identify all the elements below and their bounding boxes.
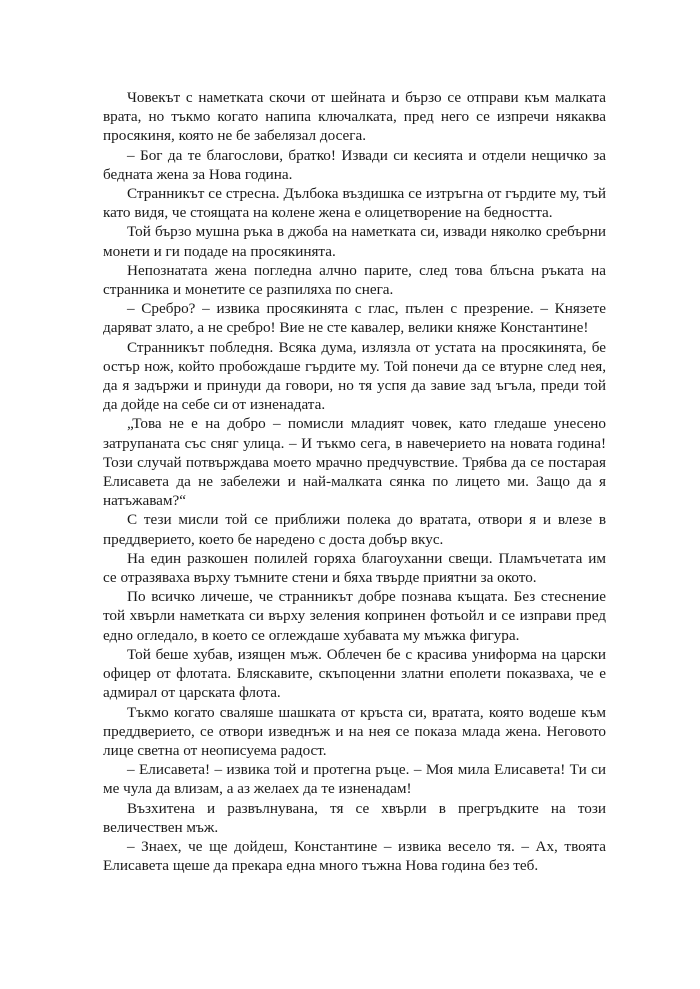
- paragraph: Той беше хубав, изящен мъж. Облечен бе с красива униформа на царски офицер от флотата. Бляскавите, скъпоценни златни еполети показваха, че е адмирал от царската флота.: [103, 645, 606, 702]
- paragraph: – Знаех, че ще дойдеш, Константине – извика весело тя. – Ах, твоята Елисавета щеше да прекара една много тъжна Нова година без теб.: [103, 837, 606, 875]
- paragraph: По всичко личеше, че странникът добре познава къщата. Без стеснение той хвърли наметката си върху зеления копринен фотьойл и се изправи пред едно огледало, в което се оглеждаше хубавата му мъжка фигура.: [103, 588, 606, 644]
- paragraph: Странникът се стресна. Дълбока въздишка се изтръгна от гърдите му, тъй като видя, че стоящата на колене жена е олицетворение на бедността.: [103, 185, 606, 222]
- body-text: [103, 88, 606, 875]
- paragraph: – Елисавета! – извика той и протегна ръце. – Моя мила Елисавета! Ти си ме чула да влизам, а аз желаех да те изненадам!: [103, 761, 606, 798]
- paragraph: „Това не е на добро – помисли младият човек, като гледаше унесено затрупаната със сняг улица. – И тъкмо сега, в навечерието на новата година! Този случай потвърждава моето мрачно предчувствие. Трябва да се постарая Елисавета да не забележи и най-малката сянка по лицето ми. Защо да я натъжавам?“: [103, 415, 606, 510]
- paragraph: С тези мисли той се приближи полека до вратата, отвори я и влезе в преддверието, което бе наредено с доста добър вкус.: [103, 511, 606, 548]
- paragraph: – Сребро? – извика просякинята с глас, пълен с презрение. – Князете даряват злато, а не сребро! Вие не сте кавалер, велики княже Константине!: [103, 300, 606, 337]
- paragraph: Непознатата жена погледна алчно парите, след това блъсна ръката на странника и монетите се разпиляха по снега.: [103, 261, 606, 299]
- paragraph: Странникът побледня. Всяка дума, излязла от устата на просякинята, бе остър нож, който пробождаше гърдите му. Той понечи да се втурне след нея, да я задържи и принуди да говори, но тя успя да завие зад ъгъла, преди той да дойде на себе си от изненадата.: [103, 338, 606, 414]
- paragraph: Възхитена и развълнувана, тя се хвърли в прегръдките на този величествен мъж.: [103, 799, 606, 836]
- paragraph: На един разкошен полилей горяха благоуханни свещи. Пламъчетата им се отразяваха върху тъмните стени и бяха твърде приятни за окото.: [103, 549, 606, 587]
- paragraph: – Бог да те благослови, братко! Извади си кесията и отдели нещичко за бедната жена за Нова година.: [103, 146, 606, 183]
- paragraph: Тъкмо когато сваляше шашката от кръста си, вратата, която водеше към преддверието, се отвори изведнъж и на нея се показа млада жена. Неговото лице светна от неописуема радост.: [103, 703, 606, 759]
- paragraph: Той бързо мушна ръка в джоба на наметката си, извади няколко сребърни монети и ги подаде на просякинята.: [103, 223, 606, 260]
- paragraph: Човекът с наметката скочи от шейната и бързо се отправи към малката врата, но тъкмо когато напипа ключалката, пред него се изпречи някаква просякиня, която не бе забелязал досега.: [103, 89, 606, 145]
